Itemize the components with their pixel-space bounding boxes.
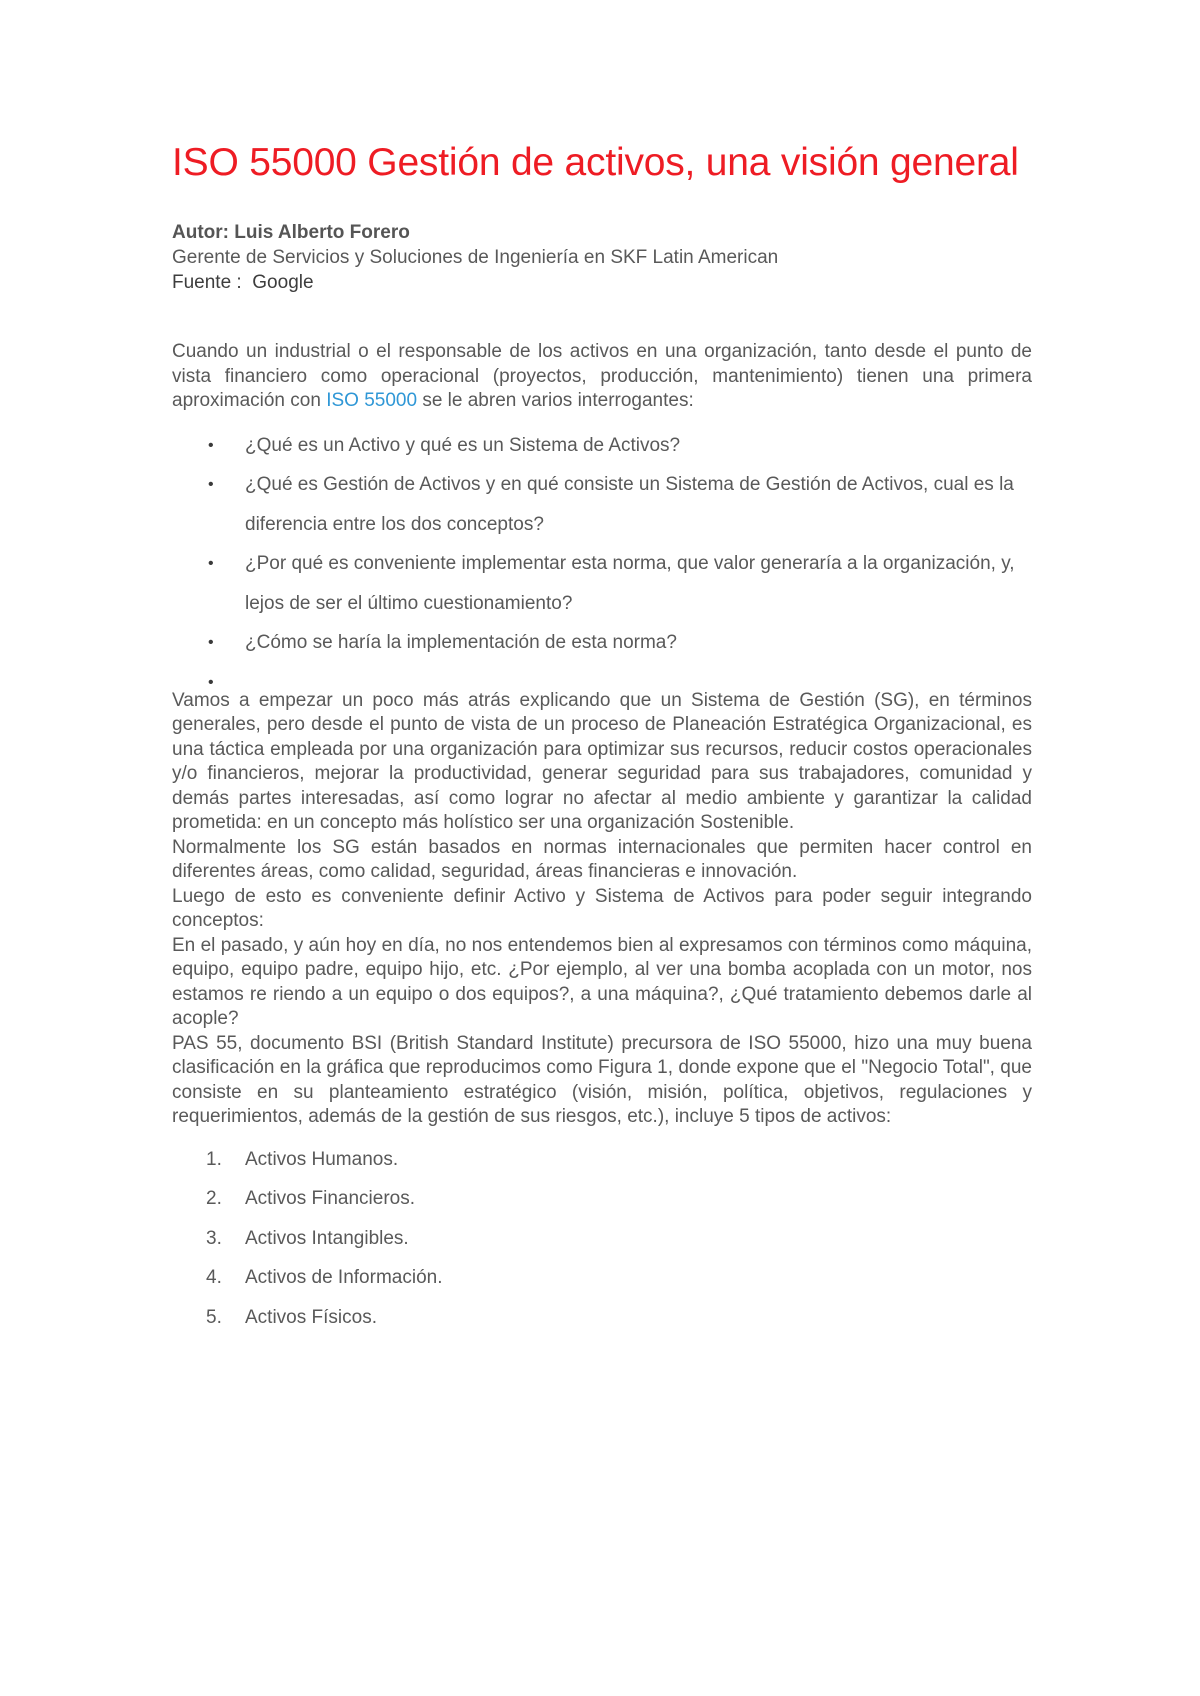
list-number: 2.	[206, 1188, 222, 1209]
list-item-empty	[172, 663, 1032, 689]
assets-list	[172, 1140, 1032, 1338]
questions-list	[172, 426, 1032, 689]
page-title: ISO 55000 Gestión de activos, una visión general	[172, 141, 1019, 184]
source-value: Google	[252, 272, 314, 293]
source-label: Fuente :	[172, 272, 242, 293]
asset-label: Activos Financieros.	[245, 1188, 416, 1209]
bullet-icon: •	[208, 634, 214, 651]
body-text	[172, 689, 1032, 1130]
list-item	[172, 465, 1032, 544]
intro-paragraph	[172, 340, 1032, 414]
iso-55000-link[interactable]: ISO 55000	[326, 390, 418, 411]
intro-text: Cuando un industrial o el responsable de los activos en una organización, tanto desde el punto de vista financiero como operacional (proyectos, producción, mantenimiento) tienen una primera aproximación con	[172, 341, 1032, 411]
source-line	[172, 270, 1032, 295]
paragraph: PAS 55, documento BSI (British Standard Institute) precursora de ISO 55000, hizo una muy buena clasificación en la gráfica que reproducimos como Figura 1, donde expone que el "Negocio Total", que consiste en su planteamiento estratégico (visión, misión, política, objetivos, regulaciones y requerimientos, además de la gestión de sus riesgos, etc.), incluye 5 tipos de activos:	[172, 1032, 1032, 1127]
question-text: ¿Qué es Gestión de Activos y en qué consiste un Sistema de Gestión de Activos, cual es la diferencia entre los dos conceptos?	[245, 474, 1014, 535]
asset-label: Activos Intangibles.	[245, 1227, 409, 1249]
author-name: Autor: Luis Alberto Forero	[172, 222, 410, 243]
bullet-icon: •	[208, 673, 214, 691]
list-number: 5.	[206, 1306, 222, 1328]
asset-label: Activos de Información.	[245, 1267, 443, 1288]
list-number: 3.	[206, 1227, 222, 1249]
question-text: ¿Qué es un Activo y qué es un Sistema de Activos?	[245, 434, 681, 456]
list-item	[172, 544, 1032, 623]
list-number: 4.	[206, 1267, 222, 1288]
document-page	[172, 140, 1032, 1337]
asset-label: Activos Físicos.	[245, 1306, 377, 1328]
list-number: 1.	[206, 1148, 222, 1170]
list-item	[172, 1298, 1032, 1338]
asset-label: Activos Humanos.	[245, 1148, 399, 1170]
list-item	[172, 1258, 1032, 1298]
intro-text-end: se le abren varios interrogantes:	[417, 390, 694, 411]
bullet-icon: •	[208, 436, 214, 454]
list-item	[172, 1219, 1032, 1259]
list-item	[172, 1179, 1032, 1219]
bullet-icon: •	[208, 476, 214, 493]
question-text: ¿Cómo se haría la implementación de esta norma?	[245, 632, 677, 653]
bullet-icon: •	[208, 555, 214, 572]
paragraph: Luego de esto es conveniente definir Activo y Sistema de Activos para poder seguir integrando conceptos:	[172, 885, 1032, 931]
author-position: Gerente de Servicios y Soluciones de Ingeniería en SKF Latin American	[172, 247, 779, 268]
paragraph: En el pasado, y aún hoy en día, no nos entendemos bien al expresamos con términos como máquina, equipo, equipo padre, equipo hijo, etc. ¿Por ejemplo, al ver una bomba acoplada con un motor, nos estamos re riendo a un equipo o dos equipos?, a una máquina?, ¿Qué tratamiento debemos darle al acople?	[172, 934, 1032, 1029]
paragraph: Normalmente los SG están basados en normas internacionales que permiten hacer control en diferentes áreas, como calidad, seguridad, áreas financieras e innovación.	[172, 836, 1032, 882]
list-item	[172, 623, 1032, 663]
author-block	[172, 220, 1032, 295]
question-text: ¿Por qué es conveniente implementar esta norma, que valor generaría a la organización, y, lejos de ser el último cuestionamiento?	[245, 553, 1015, 614]
list-item	[172, 426, 1032, 466]
paragraph: Vamos a empezar un poco más atrás explicando que un Sistema de Gestión (SG), en términos generales, pero desde el punto de vista de un proceso de Planeación Estratégica Organizacional, es una táctica empleada por una organización para optimizar sus recursos, reducir costos operacionales y/o financieros, mejorar la productividad, generar seguridad para sus trabajadores, comunidad y demás partes interesadas, así como lograr no afectar al medio ambiente y garantizar la calidad prometida: en un concepto más holístico ser una organización Sostenible.	[172, 689, 1032, 833]
list-item	[172, 1140, 1032, 1180]
